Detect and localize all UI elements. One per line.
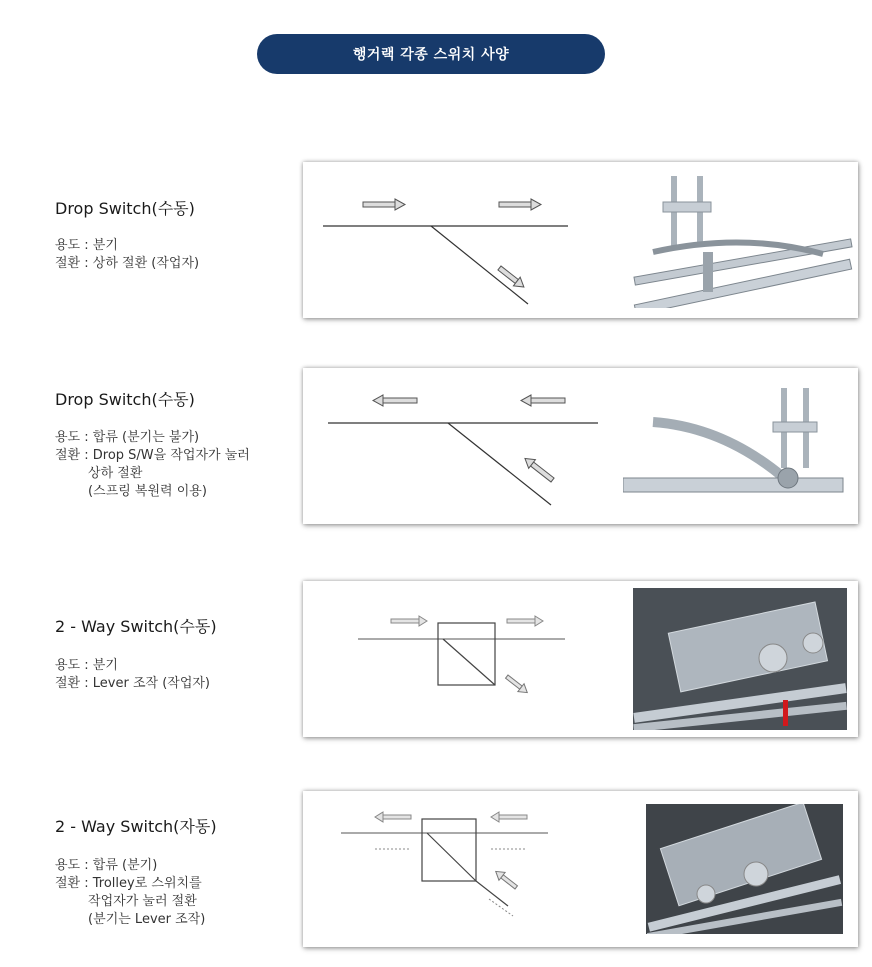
arrow-right-icon [507,616,543,626]
arrow-left-icon [375,812,411,822]
page-title: 행거랙 각종 스위치 사양 [352,47,510,63]
arrow-right-icon [391,616,427,626]
arrow-up-left-icon [493,867,520,891]
arrow-down-right-icon [496,264,527,292]
arrow-left-icon [373,395,417,406]
page-title-banner [257,34,605,74]
section-2-photo [623,382,853,510]
section-4-line-3: 작업자가 눌러 절환 [55,894,197,909]
section-4-line-2: 절환 : Trolley로 스위치를 [55,876,202,891]
section-4-desc [55,857,205,929]
section-3-line-2: 절환 : Lever 조작 (작업자) [55,676,211,691]
section-3-panel [303,581,858,737]
section-1-desc [55,237,199,273]
section-2-desc [55,429,250,501]
section-2-line-2: 절환 : Drop S/W을 작업자가 눌러 [55,448,250,463]
section-4-line-1: 용도 : 합류 (분기) [55,858,158,873]
arrow-right-icon [363,199,405,210]
section-2-title: Drop Switch(수동) [55,390,195,409]
arrow-down-right-icon [504,673,531,697]
section-3-desc [55,657,210,693]
section-2-line-4: (스프링 복원력 이용) [55,484,207,499]
section-4-line-4: (분기는 Lever 조작) [55,912,206,927]
section-3-photo [633,588,847,730]
section-4-title: 2 - Way Switch(자동) [55,817,217,836]
section-1-line-1: 용도 : 분기 [55,238,118,253]
section-1-line-2: 절환 : 상하 절환 (작업자) [55,256,200,271]
section-4-panel [303,791,858,947]
arrow-left-icon [491,812,527,822]
section-4-photo [646,804,843,934]
section-1-title: Drop Switch(수동) [55,199,195,218]
arrow-left-icon [521,395,565,406]
section-1-photo [623,172,853,308]
arrow-up-left-icon [522,454,556,484]
section-3-title: 2 - Way Switch(수동) [55,617,217,636]
section-3-line-1: 용도 : 분기 [55,658,118,673]
section-2-panel [303,368,858,524]
arrow-right-icon [499,199,541,210]
section-2-line-3: 상하 절환 [55,466,143,481]
section-2-line-1: 용도 : 합류 (분기는 불가) [55,430,200,445]
section-1-panel [303,162,858,318]
